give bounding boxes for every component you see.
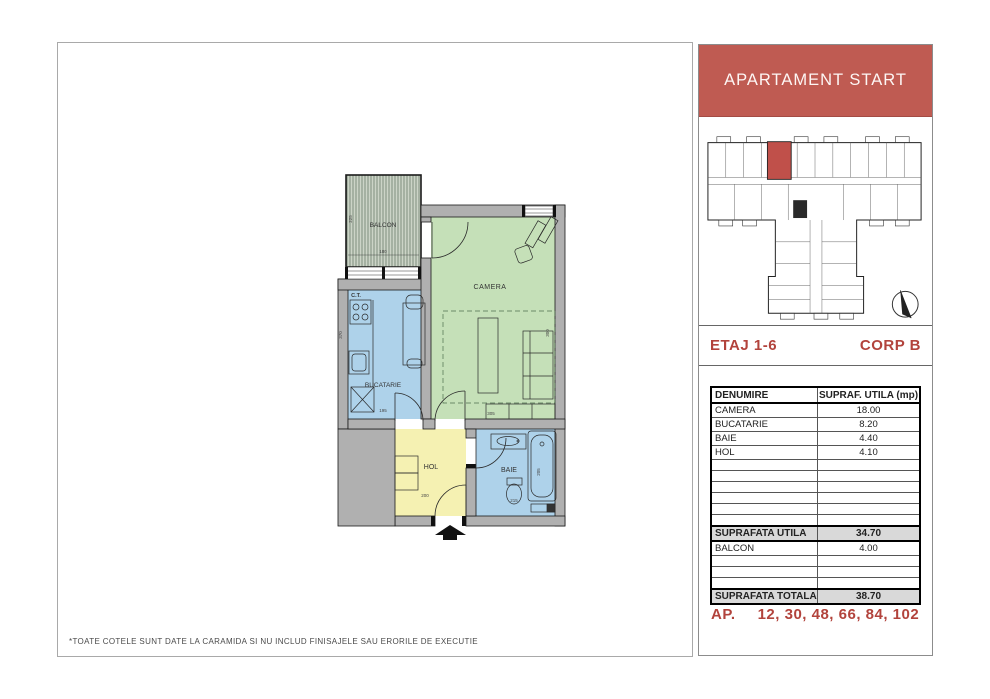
balcon-label: BALCON <box>369 222 397 229</box>
footer-note: *TOATE COTELE SUNT DATE LA CARAMIDA SI NU INCLUD FINISAJELE SAU ERORILE DE EXECUTIE <box>69 637 478 646</box>
north-arrow-icon <box>892 290 918 318</box>
stair-core <box>793 200 807 218</box>
dim-baie-w: 215 <box>510 498 518 503</box>
row-value: 4.40 <box>818 432 921 446</box>
info-panel <box>698 44 933 656</box>
floor-plan <box>328 163 578 548</box>
floor-label: ETAJ 1-6 <box>710 337 778 354</box>
table-empty-row <box>711 504 920 515</box>
dim-balcon-w: 180 <box>379 249 387 254</box>
apartment-numbers-row <box>711 606 920 623</box>
balcon-row <box>711 541 920 556</box>
entrance-arrow-icon <box>435 525 466 540</box>
row-name: BUCATARIE <box>711 418 818 432</box>
hol-room <box>395 429 466 516</box>
table-empty-row <box>711 567 920 578</box>
row-value: 18.00 <box>818 403 921 418</box>
balcon-label: BALCON <box>711 541 818 556</box>
suprafata-totala-row <box>711 589 920 604</box>
header-suprafata: SUPRAF. UTILA (mp) <box>818 387 921 403</box>
site-plan-section <box>699 117 932 326</box>
table-empty-row <box>711 471 920 482</box>
utila-label: SUPRAFATA UTILA <box>711 526 818 541</box>
highlighted-unit <box>767 142 791 180</box>
balcon-value: 4.00 <box>818 541 921 556</box>
row-name: BAIE <box>711 432 818 446</box>
hol-label: HOL <box>423 464 439 471</box>
apartment-title: APARTAMENT START <box>724 71 907 89</box>
table-row <box>711 446 920 460</box>
building-outline <box>708 143 921 314</box>
table-empty-row <box>711 460 920 471</box>
table-empty-row <box>711 482 920 493</box>
corp-label: CORP B <box>859 337 921 354</box>
dim-bucatarie-d: 370 <box>338 331 343 339</box>
table-header-row <box>711 387 920 403</box>
table-row <box>711 403 920 418</box>
dim-bucatarie-w: 195 <box>379 408 387 413</box>
table-row <box>711 418 920 432</box>
utila-value: 34.70 <box>818 526 921 541</box>
suprafata-utila-row <box>711 526 920 541</box>
dim-hol-w: 200 <box>421 493 429 498</box>
header-denumire: DENUMIRE <box>711 387 818 403</box>
floor-corp-row <box>699 326 932 366</box>
dim-camera-w: 305 <box>487 411 495 416</box>
ap-numbers: 12, 30, 48, 66, 84, 102 <box>757 606 920 623</box>
building-key-plan <box>699 117 932 325</box>
dim-camera-d: 300 <box>545 329 550 337</box>
bucatarie-label: BUCATARIE <box>364 382 402 389</box>
totala-value: 38.70 <box>818 589 921 604</box>
table-empty-row <box>711 515 920 527</box>
baie-label: BAIE <box>501 467 517 474</box>
table-empty-row <box>711 493 920 504</box>
table-empty-row <box>711 578 920 590</box>
dim-balcon-d: 225 <box>348 215 353 223</box>
camera-label: CAMERA <box>473 284 507 291</box>
panel-header <box>699 45 932 117</box>
row-name: HOL <box>711 446 818 460</box>
table-row <box>711 432 920 446</box>
plan-sheet <box>57 42 693 657</box>
row-value: 4.10 <box>818 446 921 460</box>
row-name: CAMERA <box>711 403 818 418</box>
table-empty-row <box>711 556 920 567</box>
bucatarie-room <box>348 290 421 419</box>
ap-label: AP. <box>711 606 736 623</box>
dim-baie-d: 205 <box>536 468 541 476</box>
row-value: 8.20 <box>818 418 921 432</box>
totala-label: SUPRAFATA TOTALA <box>711 589 818 604</box>
ct-label: C.T. <box>351 293 361 299</box>
area-table <box>710 386 921 605</box>
